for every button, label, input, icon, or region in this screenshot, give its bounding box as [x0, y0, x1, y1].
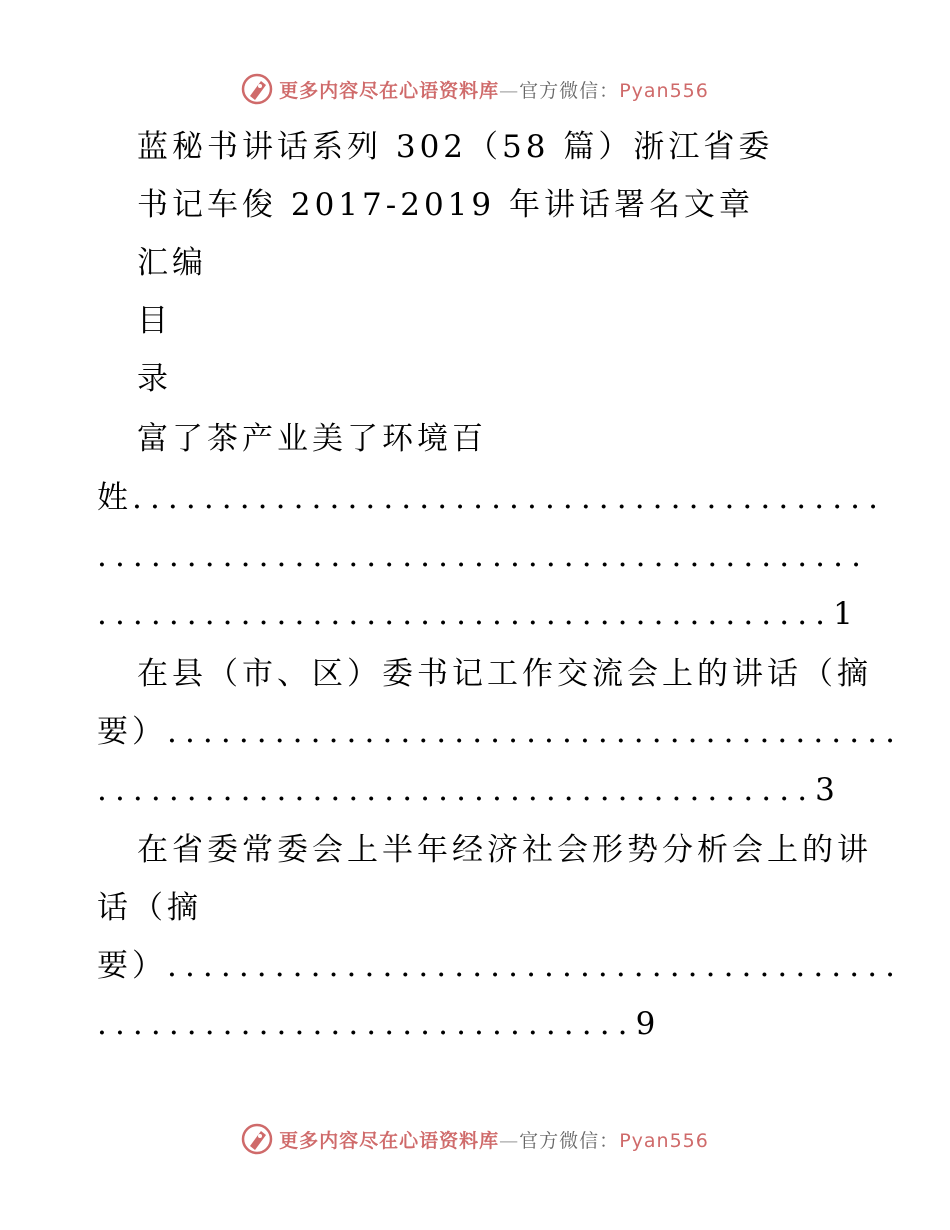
- watermark-dash: —: [499, 79, 520, 102]
- doc-title-line-3: 汇编: [137, 245, 207, 281]
- toc-entry-2-title-end: 要）: [97, 714, 167, 750]
- toc-leader-dots: .........................................: [167, 714, 904, 750]
- toc-entry-3-title[interactable]: 在省委常委会上半年经济社会形势分析会上的讲: [137, 832, 872, 868]
- watermark-dash: —: [499, 1129, 520, 1152]
- pen-nib-logo-icon: [241, 1123, 273, 1155]
- doc-title-line-1: 蓝秘书讲话系列 302（58 篇）浙江省委: [137, 129, 774, 165]
- watermark-wechat-id: Pyan556: [619, 79, 709, 102]
- toc-entry-2-title-cont[interactable]: [97, 712, 903, 752]
- toc-leader-dots: ..........................................: [132, 480, 887, 516]
- toc-leader-dots: ..............................: [97, 1006, 636, 1042]
- doc-title-line-2: 书记车俊 2017-2019 年讲话署名文章: [137, 187, 754, 223]
- toc-entry-3-page-line: [97, 1004, 655, 1044]
- pen-nib-logo-icon: [241, 73, 273, 105]
- toc-entry-3-title-end-line[interactable]: [97, 946, 903, 986]
- toc-leader-dots: .........................................: [97, 596, 834, 632]
- toc-leader-dots: ...........................................: [97, 538, 870, 574]
- watermark-wechat-label: 官方微信：: [519, 1129, 620, 1152]
- toc-entry-1-title-end: 姓: [97, 480, 132, 516]
- toc-entry-3-title-cont[interactable]: 话（摘: [97, 890, 202, 926]
- toc-leader-dots: ........................................: [97, 772, 816, 808]
- toc-entry-1-leader: [97, 536, 869, 576]
- header-watermark: [0, 73, 950, 107]
- toc-entry-2-page-number: 3: [815, 772, 835, 808]
- watermark-wechat-id: Pyan556: [619, 1129, 709, 1152]
- watermark-main: 更多内容尽在心语资料库: [279, 1129, 500, 1152]
- toc-entry-1-title-cont[interactable]: [97, 478, 886, 518]
- toc-entry-1-page-number: 1: [833, 596, 853, 632]
- watermark-main: 更多内容尽在心语资料库: [279, 79, 500, 102]
- toc-entry-3-page-number: 9: [635, 1006, 656, 1042]
- toc-entry-1-title[interactable]: 富了茶产业美了环境百: [137, 421, 487, 457]
- watermark-wechat-label: 官方微信：: [519, 79, 620, 102]
- toc-entry-3-title-end: 要）: [97, 948, 167, 984]
- toc-entry-2-page-line: [97, 770, 835, 810]
- toc-entry-2-title[interactable]: 在县（市、区）委书记工作交流会上的讲话（摘: [137, 656, 872, 692]
- toc-leader-dots: .........................................: [167, 948, 904, 984]
- toc-heading-char-1: 目: [137, 303, 172, 339]
- toc-entry-1-page-line: [97, 594, 853, 634]
- toc-heading-char-2: 录: [137, 361, 172, 397]
- footer-watermark: [0, 1123, 950, 1157]
